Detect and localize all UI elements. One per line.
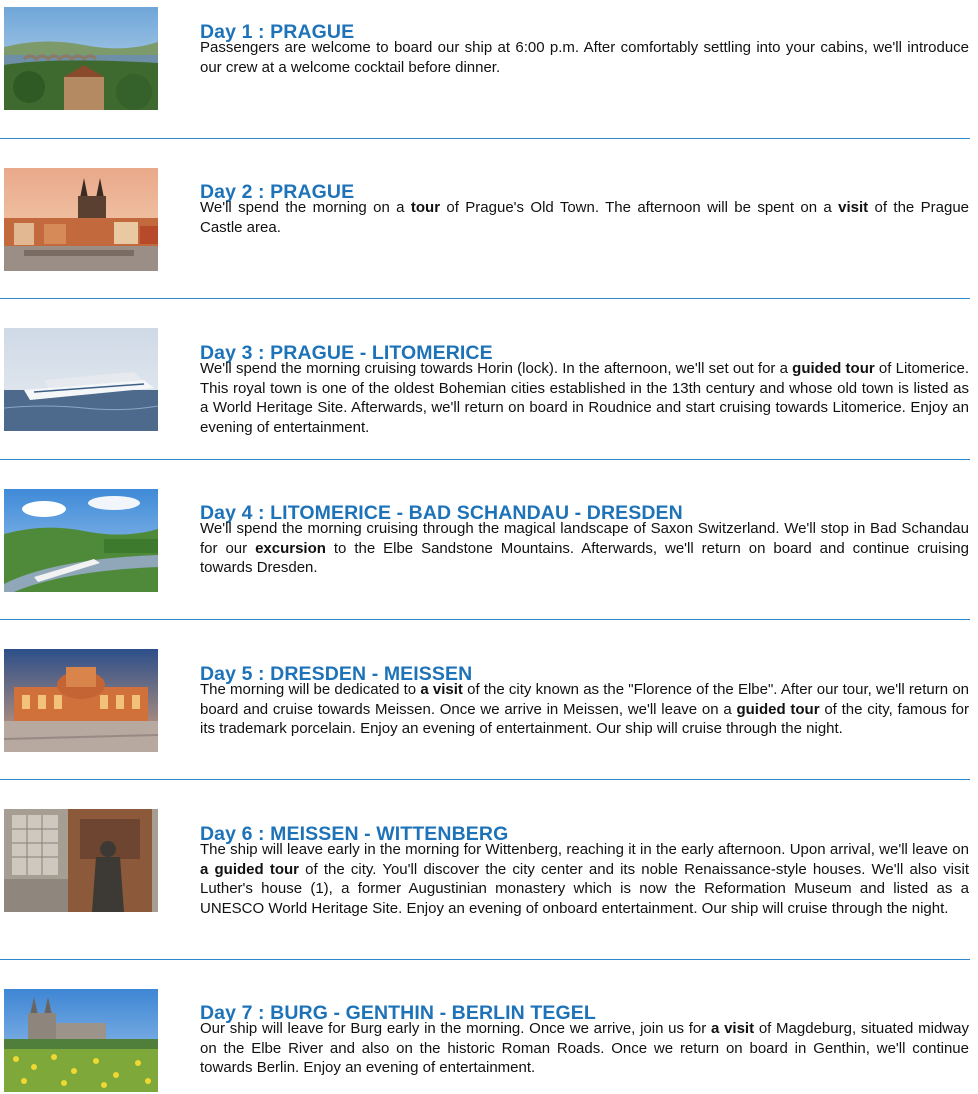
luther-statue-photo bbox=[4, 809, 158, 912]
cruise-ship-photo bbox=[4, 328, 158, 431]
day-description bbox=[200, 359, 969, 437]
emphasis-text: excursion bbox=[255, 539, 326, 557]
day-description bbox=[200, 519, 969, 578]
separator bbox=[0, 779, 970, 780]
day-title: Day 4 : LITOMERICE - BAD SCHANDAU - DRESDEN bbox=[200, 502, 683, 525]
body-text: of Litomerice. This royal town is one of the oldest Bohemian cities established in the 13th century and whose old town is listed as a World Heritage Site. Afterwards, we'll return on board in Roudnice and start cruising towards Litomerice. Enjoy an evening of entertainment. bbox=[200, 360, 969, 436]
emphasis-text: guided tour bbox=[792, 360, 875, 377]
day-description bbox=[200, 38, 969, 77]
day-title: Day 6 : MEISSEN - WITTENBERG bbox=[200, 823, 509, 846]
day-title: Day 1 : PRAGUE bbox=[200, 21, 355, 44]
magdeburg-cathedral-photo bbox=[4, 989, 158, 1092]
separator bbox=[0, 298, 970, 299]
body-text: Our ship will leave for Burg early in the morning. Once we arrive, join us for bbox=[200, 1020, 711, 1037]
separator bbox=[0, 959, 970, 960]
body-text: We'll spend the morning on a bbox=[200, 199, 411, 216]
day-title: Day 7 : BURG - GENTHIN - BERLIN TEGEL bbox=[200, 1002, 596, 1025]
emphasis-text: a visit bbox=[420, 681, 463, 698]
body-text: of the city. You'll discover the city center and its noble Renaissance-style houses. We'll also visit Luther's house (1), a former Augustinian monastery which is now the Reformation Museum and listed as a UNESCO World Heritage Site. Enjoy an evening of onboard entertainment. Our ship will cruise through the night. bbox=[200, 860, 969, 917]
emphasis-text: a visit bbox=[710, 1020, 755, 1037]
body-text: of the city known as the "Florence of the Elbe". After our tour, we'll return on board and cruise towards Meissen. Once we arrive in Meissen, we'll leave on a bbox=[200, 681, 970, 718]
dresden-opera-photo bbox=[4, 649, 158, 752]
emphasis-text: guided tour bbox=[736, 700, 820, 718]
emphasis-text: a guided tour bbox=[200, 860, 299, 878]
body-text: of Prague's Old Town. The afternoon will be spent on a bbox=[440, 199, 839, 216]
emphasis-text: visit bbox=[838, 199, 869, 216]
body-text: of Magdeburg, situated midway on the Elbe River and also on the historic Roman Roads. Once we return on board in Genthin, we'll continue towards Berlin. Enjoy an evening of entertainment. bbox=[200, 1020, 969, 1077]
prague-bridges-photo bbox=[4, 7, 158, 110]
separator bbox=[0, 619, 970, 620]
body-text: The ship will leave early in the morning for Wittenberg, reaching it in the early afternoon. Upon arrival, we'll leave on bbox=[200, 841, 969, 858]
elbe-river-landscape-photo bbox=[4, 489, 158, 592]
day-description bbox=[200, 840, 969, 918]
day-title: Day 2 : PRAGUE bbox=[200, 181, 355, 204]
separator bbox=[0, 459, 970, 460]
day-description bbox=[200, 1019, 969, 1078]
body-text: to the Elbe Sandstone Mountains. Afterwards, we'll return on board and continue cruising towards Dresden. bbox=[200, 539, 969, 577]
body-text: We'll spend the morning cruising through the magical landscape of Saxon Switzerland. We'll stop in Bad Schandau for our bbox=[200, 520, 969, 557]
body-text: We'll spend the morning cruising towards Horin (lock). In the afternoon, we'll set out for a bbox=[200, 360, 793, 377]
emphasis-text: tour bbox=[410, 199, 441, 216]
body-text: Passengers are welcome to board our ship at 6:00 p.m. After comfortably settling into your cabins, we'll introduce our crew at a welcome cocktail before dinner. bbox=[200, 39, 969, 76]
day-description bbox=[200, 680, 969, 739]
day-description bbox=[200, 198, 969, 237]
separator bbox=[0, 138, 970, 139]
day-title: Day 3 : PRAGUE - LITOMERICE bbox=[200, 342, 493, 365]
day-title: Day 5 : DRESDEN - MEISSEN bbox=[200, 663, 473, 686]
body-text: of the city, famous for its trademark porcelain. Enjoy an evening of entertainment. Our ship will cruise through the night. bbox=[200, 700, 969, 738]
body-text: The morning will be dedicated to bbox=[200, 681, 421, 698]
body-text: of the Prague Castle area. bbox=[200, 199, 969, 236]
prague-old-town-photo bbox=[4, 168, 158, 271]
